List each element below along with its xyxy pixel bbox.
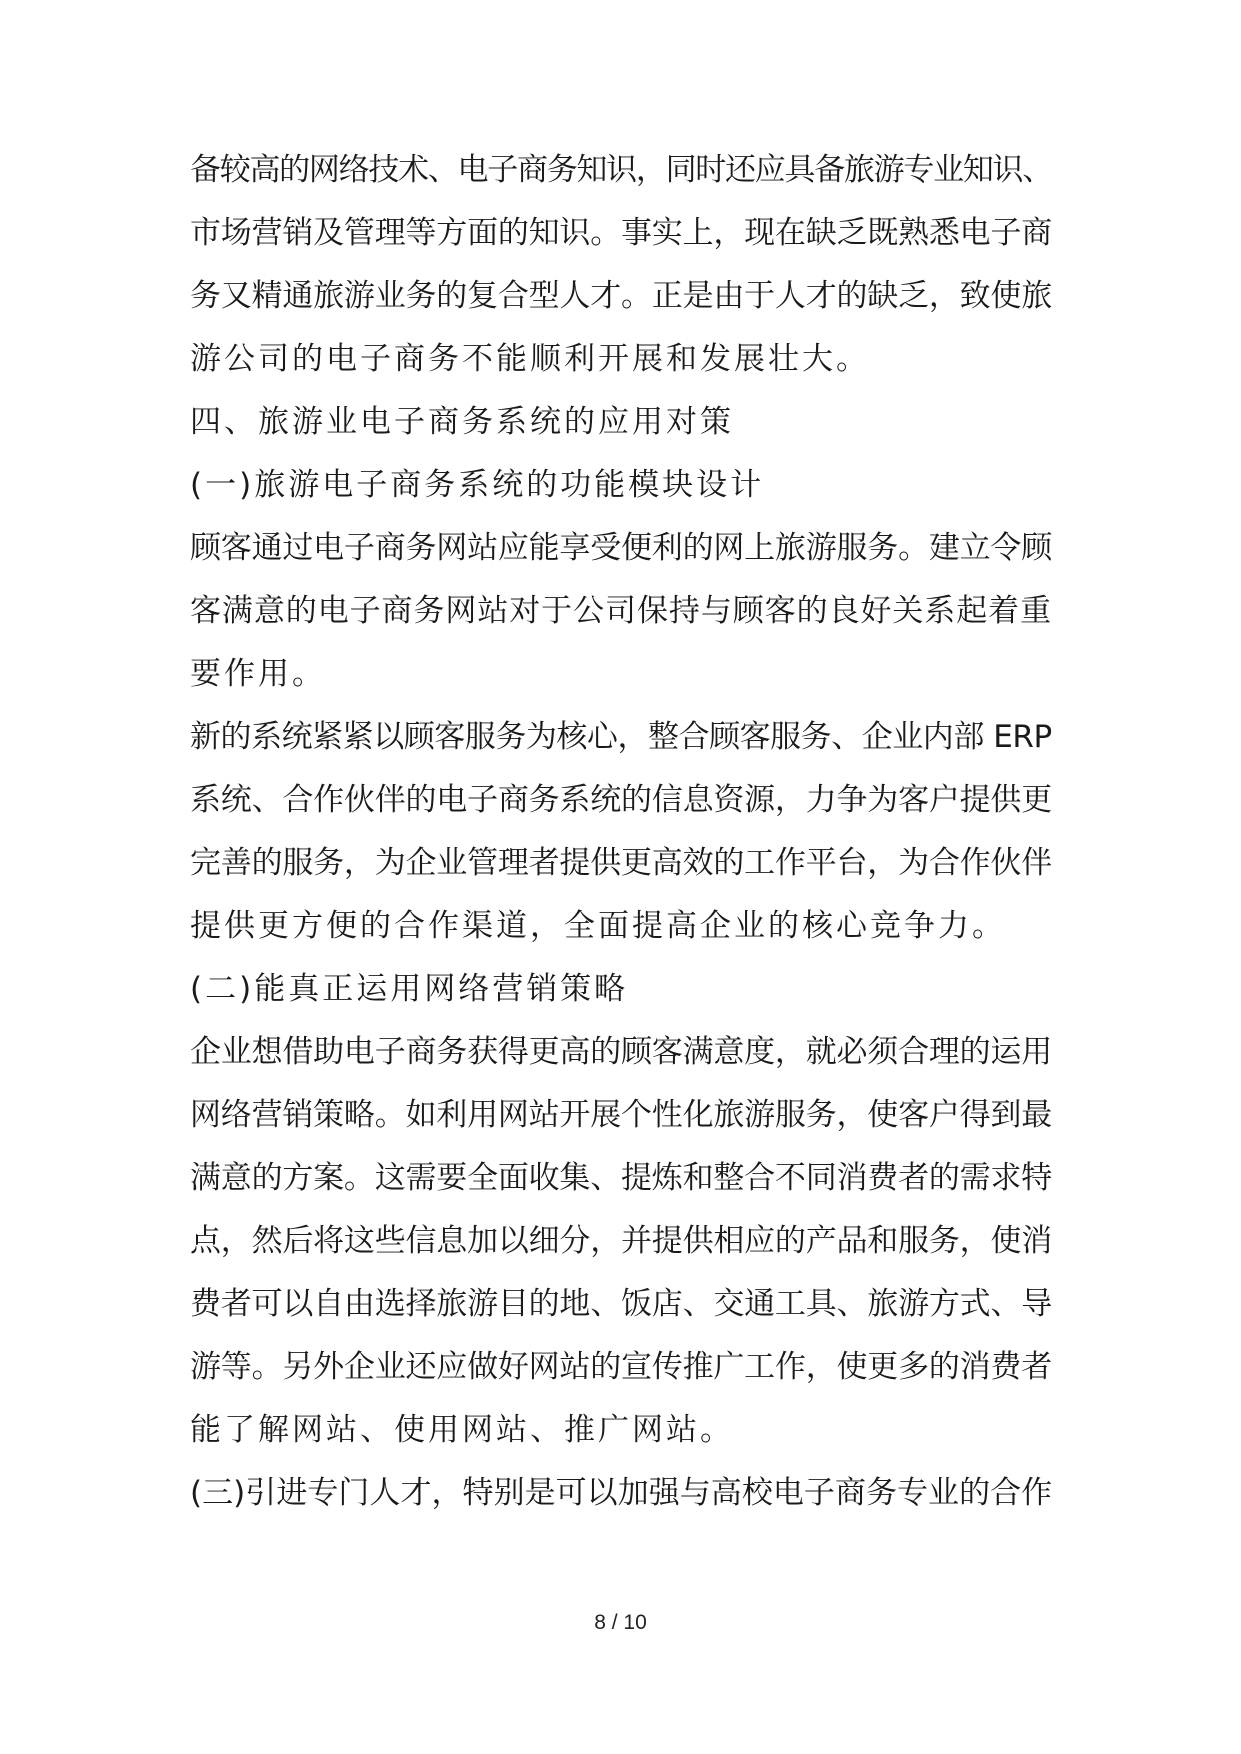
body-line: 系统、合作伙伴的电子商务系统的信息资源，力争为客户提供更: [190, 782, 1052, 818]
body-line: 顾客通过电子商务网站应能享受便利的网上旅游服务。建立令顾: [190, 530, 1052, 566]
subsection-heading: (三)引进专门人才，特别是可以加强与高校电子商务专业的合作: [190, 1475, 1053, 1511]
body-line: 提供更方便的合作渠道，全面提高企业的核心竞争力。: [190, 908, 1006, 944]
body-line: 游公司的电子商务不能顺利开展和发展壮大。: [190, 341, 870, 377]
body-line: 游等。另外企业还应做好网站的宣传推广工作，使更多的消费者: [190, 1349, 1052, 1385]
body-line: 费者可以自由选择旅游目的地、饭店、交通工具、旅游方式、导: [190, 1286, 1052, 1322]
body-line: 企业想借助电子商务获得更高的顾客满意度，就必须合理的运用: [190, 1034, 1052, 1070]
body-line: 务又精通旅游业务的复合型人才。正是由于人才的缺乏，致使旅: [190, 278, 1052, 314]
body-line: 新的系统紧紧以顾客服务为核心，整合顾客服务、企业内部 ERP: [190, 719, 1052, 755]
body-line: 备较高的网络技术、电子商务知识，同时还应具备旅游专业知识、: [190, 152, 1052, 188]
subsection-heading: (一)旅游电子商务系统的功能模块设计: [190, 467, 765, 503]
body-line: 要作用。: [190, 656, 326, 692]
body-line: 满意的方案。这需要全面收集、提炼和整合不同消费者的需求特: [190, 1160, 1052, 1196]
body-line: 点，然后将这些信息加以细分，并提供相应的产品和服务，使消: [190, 1223, 1052, 1259]
section-heading: 四、旅游业电子商务系统的应用对策: [190, 404, 734, 440]
body-line: 市场营销及管理等方面的知识。事实上，现在缺乏既熟悉电子商: [190, 215, 1052, 251]
body-line: 能了解网站、使用网站、推广网站。: [190, 1412, 734, 1448]
body-line: 客满意的电子商务网站对于公司保持与顾客的良好关系起着重: [190, 593, 1052, 629]
page-number: 8 / 10: [594, 1611, 647, 1634]
body-line: 网络营销策略。如利用网站开展个性化旅游服务，使客户得到最: [190, 1097, 1052, 1133]
body-line: 完善的服务，为企业管理者提供更高效的工作平台，为合作伙伴: [190, 845, 1052, 881]
subsection-heading: (二)能真正运用网络营销策略: [190, 971, 629, 1007]
